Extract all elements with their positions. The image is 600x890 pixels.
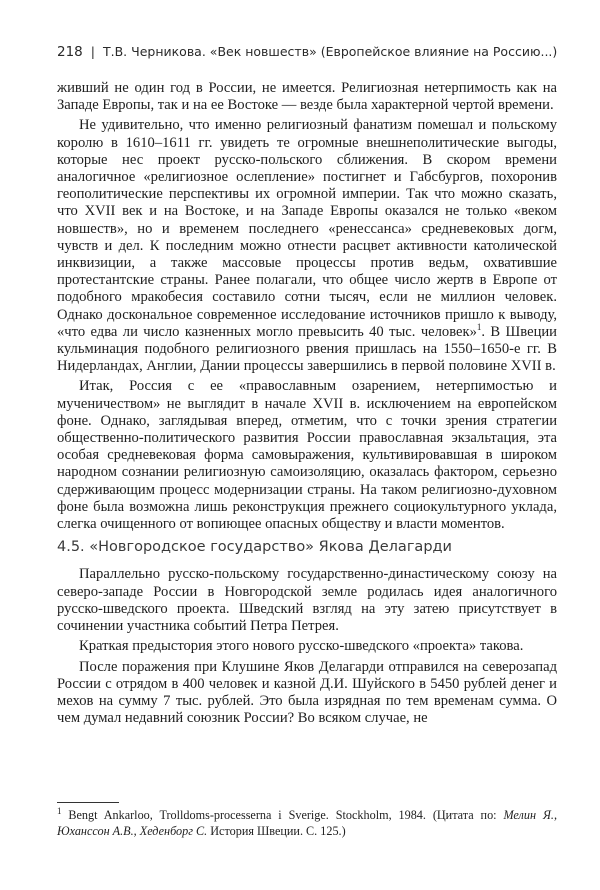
footnote-text: Bengt Ankarloo, Trolldoms-processerna i Sverige. Stockholm, 1984. (Цитата по:	[61, 808, 504, 822]
paragraph: Параллельно русско-польскому государственно-династическому союзу на северо-западе России в Новгородской земле родилась идея аналогичного русско-шведского проекта. Шведский взгляд на эту затею присутствует в сочинении участника событий Петра Петрея.	[57, 566, 557, 635]
paragraph: Итак, Россия с ее «православным озарением, нетерпимостью и мученичеством» не выглядит в начале XVII в. исключением на европейском фоне. Однако, заглядывая вперед, отметим, что с точки зрения стратегии общественно-политического развития России православная экзальтация, эта особая средневековая форма самовыражения, культивировавшая в широком народном сознании религиозную самоизоляцию, оказалась фактором, серьезно сдерживающим процесс модернизации страны. На таком религиозно-духовном фоне была возможна лишь реконструкция прежнего социокультурного уклада, слегка очищенного от вопиющее опасных обществу и власти моментов.	[57, 378, 557, 533]
footnote-authors: Мелин Я., Юханссон А.В., Хеденборг С.	[57, 808, 557, 838]
paragraph: Краткая предыстория этого нового русско-шведского «проекта» такова.	[79, 638, 524, 655]
footnote-text: История Швеции. С. 125.)	[207, 823, 346, 838]
paragraph-text: . В Швеции кульминация подобного религиозного рвения пришлась на 1550–1650-е гг. В Нидерландах, Англии, Дании процессы завершились в первой половине XVII в.	[57, 323, 557, 375]
footnote-divider	[57, 802, 119, 803]
running-title: Т.В. Черникова. «Век новшеств» (Европейское влияние на Россию...)	[103, 44, 558, 59]
paragraph: После поражения при Клушине Яков Делагарди отправился на северозапад России с отрядом в 400 человек и казной Д.И. Шуйского в 5450 рублей денег и мехов на сумму 7 тыс. рублей. Это была изрядная по тем временам сумма. О чем думал недавний союзник России? Во всяком случае, не	[57, 658, 557, 727]
section-title: 4.5. «Новгородское государство» Якова Делагарди	[57, 539, 452, 556]
paragraph-text: Не удивительно, что именно религиозный фанатизм помешал и польскому королю в 1610–1611 гг. увидеть те огромные внешнеполитические выгоды, которые нес проект русско-польского сближения. В скором времени аналогичное «религиозное ослепление» постигнет и Габсбургов, похоронив геополитические перспективы их огромной империи. Так что можно сказать, что XVII век и на Востоке, и на Западе Европы оказался не только «веком новшеств», но и временем последнего «ренессанса» средневековых догм, чувств и дел. К последним можно отнести расцвет активности католической инквизиции, а также массовые процессы против ведьм, охватившие протестантские страны. Ранее полагали, что общее число жертв в Европе от подобного мракобесия составило сотни тысяч, если не миллион человек. Однако доскональное современное исследование источников пришло к выводу, «что едва ли число казненных могло превысить 40 тыс. человек»	[57, 117, 557, 340]
page-number: 218	[57, 44, 83, 60]
paragraph: живший не один год в России, не имеется. Религиозная нетерпимость как на Западе Европы, так и на ее Востоке — везде была характерной чертой времени.	[57, 80, 557, 114]
paragraph	[57, 117, 557, 375]
header-separator: |	[90, 44, 95, 59]
footnote-reference: 1	[476, 321, 482, 332]
body-text	[57, 80, 557, 727]
footnote	[57, 805, 557, 839]
footnote-marker: 1	[57, 805, 62, 816]
running-header	[57, 44, 557, 60]
